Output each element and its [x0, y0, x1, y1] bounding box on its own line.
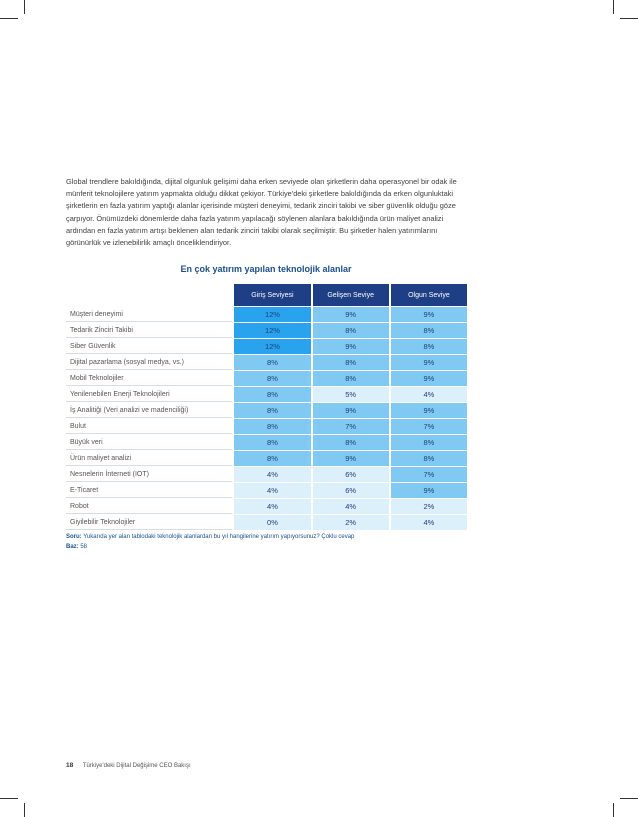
- column-header-entry-level: Giriş Seviyesi: [234, 284, 310, 306]
- value-cell: 12%: [234, 339, 310, 354]
- value-cell: 7%: [391, 467, 467, 482]
- value-cell: 4%: [234, 483, 310, 498]
- crop-mark: [0, 18, 18, 19]
- value-cell: 4%: [391, 515, 467, 530]
- footnote-base-label: Baz:: [66, 544, 79, 550]
- value-cell: 8%: [313, 355, 389, 370]
- value-cell: 9%: [313, 307, 389, 322]
- value-cell: 7%: [313, 419, 389, 434]
- row-label: Bulut: [66, 419, 232, 434]
- value-cell: 9%: [313, 403, 389, 418]
- table-row: [66, 323, 467, 338]
- value-cell: 4%: [234, 467, 310, 482]
- value-cell: 8%: [391, 451, 467, 466]
- value-cell: 4%: [313, 499, 389, 514]
- crop-mark: [0, 798, 18, 799]
- table-row: [66, 307, 467, 322]
- table-title: En çok yatırım yapılan teknolojik alanlar: [180, 264, 352, 274]
- value-cell: 0%: [234, 515, 310, 530]
- row-label: Siber Güvenlik: [66, 339, 232, 354]
- page-number: 18: [66, 762, 74, 769]
- page-footer: [66, 762, 191, 769]
- value-cell: 8%: [313, 323, 389, 338]
- value-cell: 8%: [391, 435, 467, 450]
- table-row: [66, 451, 467, 466]
- value-cell: 9%: [391, 307, 467, 322]
- value-cell: 6%: [313, 483, 389, 498]
- footnote: [66, 532, 354, 552]
- value-cell: 12%: [234, 323, 310, 338]
- row-label: Giyilebilir Teknolojiler: [66, 515, 232, 530]
- column-header-developing-level: Gelişen Seviye: [313, 284, 389, 306]
- column-header-mature-level: Olgun Seviye: [391, 284, 467, 306]
- crop-mark: [613, 0, 614, 14]
- table-row: [66, 403, 467, 418]
- value-cell: 8%: [313, 435, 389, 450]
- row-label: Yenilenebilen Enerji Teknolojileri: [66, 387, 232, 402]
- value-cell: 9%: [313, 339, 389, 354]
- value-cell: 9%: [391, 371, 467, 386]
- table-row: [66, 387, 467, 402]
- value-cell: 8%: [234, 435, 310, 450]
- table-row: [66, 419, 467, 434]
- table-body: [66, 307, 467, 530]
- investment-table: [66, 284, 467, 530]
- crop-mark: [24, 803, 25, 817]
- row-label: Dijital pazarlama (sosyal medya, vs.): [66, 355, 232, 370]
- footnote-base-line: [66, 544, 87, 550]
- value-cell: 12%: [234, 307, 310, 322]
- row-label: E-Ticaret: [66, 483, 232, 498]
- row-label: Mobil Teknolojiler: [66, 371, 232, 386]
- row-label: Robot: [66, 499, 232, 514]
- table-row: [66, 515, 467, 530]
- footnote-question-line: [66, 534, 354, 540]
- footnote-question-label: Soru:: [66, 534, 82, 540]
- value-cell: 8%: [391, 339, 467, 354]
- value-cell: 4%: [391, 387, 467, 402]
- row-label: Müşteri deneyimi: [66, 307, 232, 322]
- table-row: [66, 483, 467, 498]
- row-label: Büyük veri: [66, 435, 232, 450]
- value-cell: 2%: [391, 499, 467, 514]
- footnote-question-text: Yukarıda yer alan tablodaki teknolojik alanlardan bu yıl hangilerine yatırım yapıyorsunuz? Çoklu cevap: [81, 534, 355, 540]
- table-row: [66, 499, 467, 514]
- intro-paragraph: Global trendlere bakıldığında, dijital olgunluk gelişimi daha erken seviyede olan şirketlerin daha operasyonel bir odak ile münferit teknolojilere yatırım yapmakta olduğu dikkat çekiyor. Türkiye'deki şirketlere bakıldığında da erken olgunluktaki şirketlerin en fazla yatırım yaptığı alanlar içerisinde müşteri deneyimi, tedarik zinciri takibi ve siber güvenlik olduğu göze çarpıyor. Önümüzdeki dönemlerde daha fazla yatırım yapılacağı söylenen alanlara bakıldığında ürün maliyet analizi ardından en fazla yatırım artışı beklenen alan tedarik zinciri takibi olarak seçilmiştir. Bu şirketler halen yatırımlarını görünürlük ve izlenebilirlik amaçlı önceliklendiriyor.: [66, 177, 457, 248]
- value-cell: 9%: [313, 451, 389, 466]
- value-cell: 6%: [313, 467, 389, 482]
- header-blank-cell: [66, 284, 232, 306]
- crop-mark: [620, 18, 638, 19]
- table-row: [66, 467, 467, 482]
- value-cell: 8%: [234, 371, 310, 386]
- value-cell: 9%: [391, 483, 467, 498]
- table-row: [66, 339, 467, 354]
- crop-mark: [613, 803, 614, 817]
- value-cell: 8%: [313, 371, 389, 386]
- value-cell: 8%: [391, 323, 467, 338]
- value-cell: 9%: [391, 355, 467, 370]
- crop-mark: [620, 798, 638, 799]
- table-header-row: [66, 284, 467, 306]
- table-row: [66, 371, 467, 386]
- table-row: [66, 355, 467, 370]
- value-cell: 8%: [234, 387, 310, 402]
- value-cell: 8%: [234, 419, 310, 434]
- crop-mark: [24, 0, 25, 14]
- row-label: Tedarik Zinciri Takibi: [66, 323, 232, 338]
- row-label: İş Analitiği (Veri analizi ve madenciliği): [66, 403, 232, 418]
- row-label: Nesnelerin İnterneti (IOT): [66, 467, 232, 482]
- value-cell: 8%: [234, 451, 310, 466]
- value-cell: 5%: [313, 387, 389, 402]
- value-cell: 7%: [391, 419, 467, 434]
- row-label: Ürün maliyet analizi: [66, 451, 232, 466]
- publication-title: Türkiye'deki Dijital Değişime CEO Bakışı: [82, 763, 191, 769]
- table-row: [66, 435, 467, 450]
- value-cell: 2%: [313, 515, 389, 530]
- value-cell: 9%: [391, 403, 467, 418]
- value-cell: 8%: [234, 355, 310, 370]
- value-cell: 8%: [234, 403, 310, 418]
- footnote-base-text: 58: [78, 544, 88, 550]
- value-cell: 4%: [234, 499, 310, 514]
